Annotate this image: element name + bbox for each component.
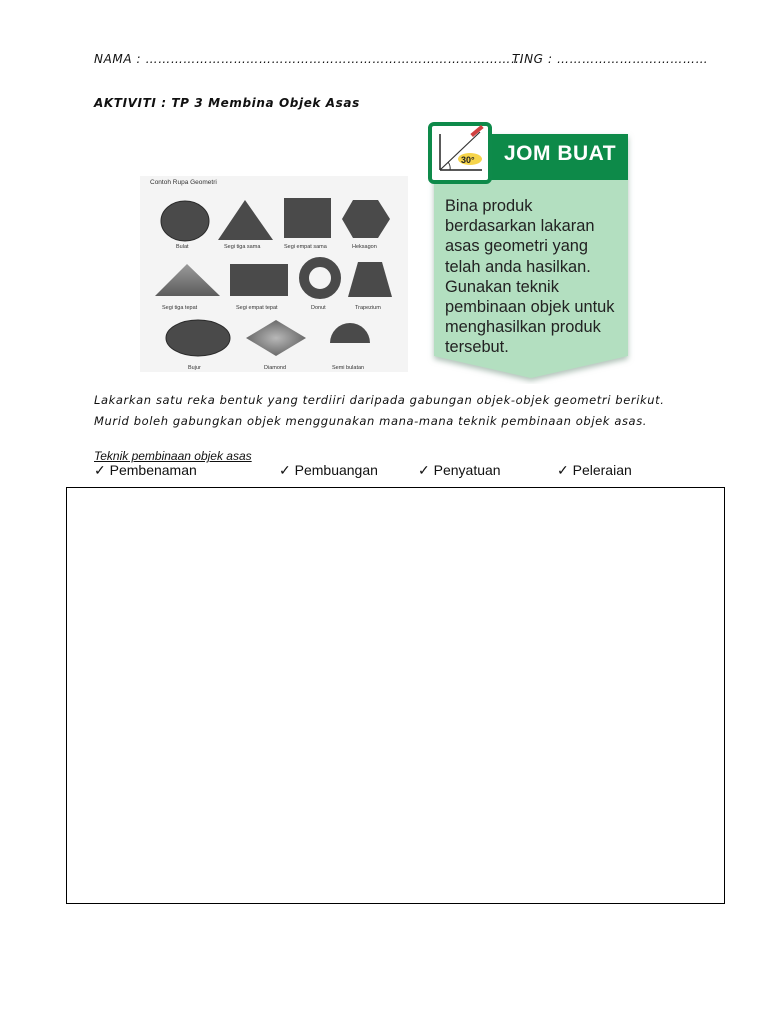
instruction-line-2: Murid boleh gabungkan objek menggunakan mana-mana teknik pembinaan objek asas.	[94, 414, 648, 428]
shape-caption: Diamond	[264, 365, 287, 371]
square-shape	[284, 198, 331, 238]
diamond-shape	[246, 320, 306, 356]
equilateral-triangle-shape	[218, 200, 273, 240]
shape-caption: Segi tiga tepat	[162, 305, 198, 311]
jom-buat-title: JOM BUAT	[504, 142, 617, 165]
shape-caption: Semi bulatan	[332, 365, 365, 371]
hexagon-shape	[342, 200, 390, 238]
shapes-panel-title: Contoh Rupa Geometri	[150, 179, 217, 186]
ting-field-label: TING : ………………………………	[512, 52, 709, 66]
teknik-option-pembuangan: ✓ Pembuangan	[279, 462, 378, 478]
shape-caption: Heksagon	[352, 244, 377, 250]
teknik-option-penyatuan: ✓ Penyatuan	[418, 462, 501, 478]
semicircle-shape	[330, 323, 370, 343]
teknik-option-pembenaman: ✓ Pembenaman	[94, 462, 197, 478]
shape-caption: Segi empat tepat	[236, 305, 278, 311]
geometry-shapes-figure	[140, 176, 408, 372]
circle-shape	[161, 201, 209, 241]
shape-caption: Trapezium	[355, 305, 381, 311]
sketch-answer-box[interactable]	[66, 487, 725, 904]
shape-caption: Segi empat sama	[284, 244, 327, 250]
shapes-drawing	[140, 176, 408, 372]
right-triangle-shape	[155, 264, 220, 296]
shape-caption: Bulat	[176, 244, 189, 250]
protractor-icon-box	[430, 124, 490, 182]
teknik-heading: Teknik pembinaan objek asas	[94, 449, 252, 463]
angle-label: 30°	[461, 155, 475, 165]
donut-shape	[304, 262, 336, 294]
jom-buat-text: Bina produk berdasarkan lakaran asas geometri yang telah anda hasilkan. Gunakan teknik pembinaan objek untuk menghasilkan produk tersebut.	[445, 197, 615, 357]
shape-caption: Bujur	[188, 365, 201, 371]
teknik-option-peleraian: ✓ Peleraian	[557, 462, 632, 478]
activity-title: AKTIVITI : TP 3 Membina Objek Asas	[94, 96, 360, 110]
shape-caption: Donut	[311, 305, 326, 311]
rectangle-shape	[230, 264, 288, 296]
shape-caption: Segi tiga sama	[224, 244, 261, 250]
instruction-line-1: Lakarkan satu reka bentuk yang terdiiri daripada gabungan objek-objek geometri berikut.	[94, 393, 665, 407]
oval-shape	[166, 320, 230, 356]
trapezium-shape	[348, 262, 392, 297]
nama-field-label: NAMA : ………………………………………………………………………………	[94, 52, 524, 66]
